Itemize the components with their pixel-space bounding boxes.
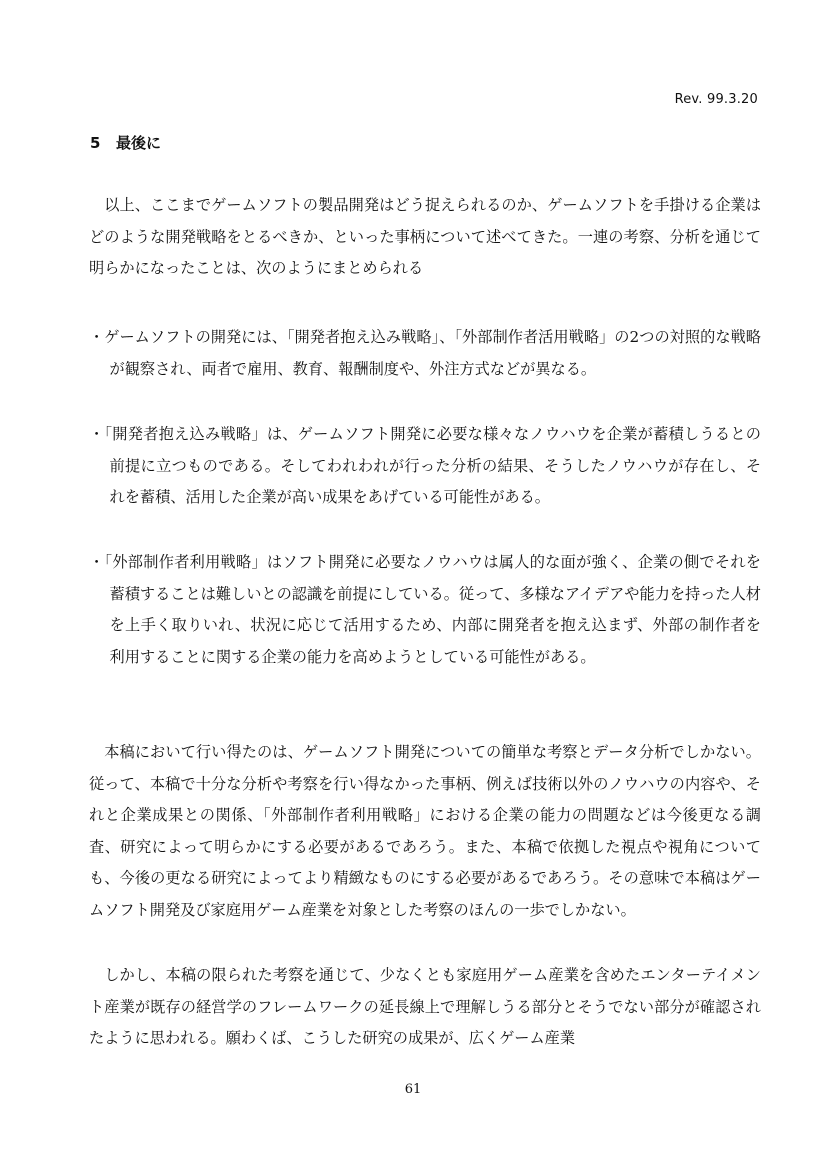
intro-paragraph: 以上、ここまでゲームソフトの製品開発はどう捉えられるのか、ゲームソフトを手掛ける企業はどのような開発戦略をとるべきか、といった事柄について述べてきた。一連の考察、分析を通じて明らかになったことは、次のようにまとめられる <box>89 196 762 277</box>
section-title: 最後に <box>116 134 162 152</box>
bullet-item-1: ・ゲームソフトの開発には、「開発者抱え込み戦略」、「外部制作者活用戦略」の2つの対照的な戦略が観察され、両者で雇用、教育、報酬制度や、外注方式などが異なる。 <box>89 328 761 378</box>
bullet-item-3: ・「外部制作者利用戦略」はソフト開発に必要なノウハウは属人的な面が強く、企業の側でそれを蓄積することは難しいとの認識を前提にしている。従って、多様なアイデアや能力を持った人材を上手く取りいれ、状況に応じて活用するため、内部に開発者を抱え込まず、外部の制作者を利用することに関する企業の能力を高めようとしている可能性がある。 <box>89 553 761 666</box>
conclusion-paragraph-2: しかし、本稿の限られた考察を通じて、少なくとも家庭用ゲーム産業を含めたエンターテイメント産業が既存の経営学のフレームワークの延長線上で理解しうる部分とそうでない部分が確認されたように思われる。願わくば、こうした研究の成果が、広くゲーム産業 <box>89 966 761 1047</box>
page-number: 61 <box>404 1082 422 1097</box>
section-heading <box>90 132 161 153</box>
revision-date: Rev. 99.3.20 <box>674 92 758 107</box>
section-number: 5 <box>90 134 101 152</box>
bullet-item-2: ・「開発者抱え込み戦略」は、ゲームソフト開発に必要な様々なノウハウを企業が蓄積しうるとの前提に立つものである。そしてわれわれが行った分析の結果、そうしたノウハウが存在し、それを蓄積、活用した企業が高い成果をあげている可能性がある。 <box>89 425 761 506</box>
conclusion-paragraph-1: 本稿において行い得たのは、ゲームソフト開発についての簡単な考察とデータ分析でしかない。従って、本稿で十分な分析や考察を行い得なかった事柄、例えば技術以外のノウハウの内容や、それと企業成果との関係、「外部制作者利用戦略」における企業の能力の問題などは今後更なる調査、研究によって明らかにする必要があるであろう。また、本稿で依拠した視点や視角についても、今後の更なる研究によってより精緻なものにする必要があるであろう。その意味で本稿はゲームソフト開発及び家庭用ゲーム産業を対象とした考察のほんの一歩でしかない。 <box>89 743 761 919</box>
